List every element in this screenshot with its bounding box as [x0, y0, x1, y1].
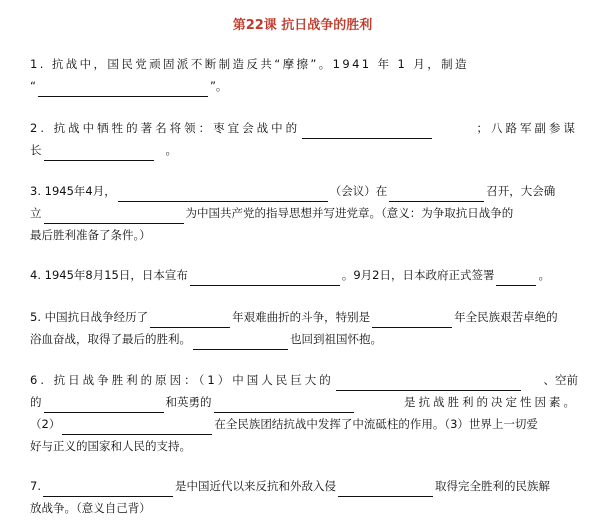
blank-3b[interactable] [389, 188, 484, 202]
question-4: 4. 1945年8月15日，日本宣布 。9月2日，日本政府正式签署 。 [30, 264, 578, 286]
blank-2b[interactable] [44, 147, 154, 161]
blank-4b[interactable] [496, 272, 536, 286]
question-7: 7. 是中国近代以来反抗和外敌入侵 取得完全胜利的民族解 放战争。（意义自己背） [30, 479, 550, 515]
blank-3c[interactable] [44, 210, 184, 224]
question-5: 5. 中国抗日战争经历了 年艰难曲折的斗争，特别是 年全民族艰苦卓绝的 浴血奋战，取得了最后的胜利。 也回到祖国怀抱。 [30, 306, 578, 350]
blank-5c[interactable] [193, 336, 288, 350]
blank-7b[interactable] [338, 483, 433, 497]
question-1: 1. 抗战中，国民党顽固派不断制造反共“摩擦”。1941 年 1 月，制造 “ ”。 [30, 53, 578, 97]
question-2: 2. 抗战中牺牲的著名将领：枣宜会战中的 ；八路军副参谋 长 。 [30, 117, 578, 161]
blank-2a[interactable] [302, 125, 432, 139]
blank-4a[interactable] [190, 272, 340, 286]
blank-6c[interactable] [214, 399, 354, 413]
question-3: 3. 1945年4月， （会议）在 召开，大会确 立 为中国共产党的指导思想并写进党章。（意义：为争取抗日战争的 最后胜利准备了条件。） [30, 184, 556, 242]
blank-6d[interactable] [62, 421, 212, 435]
blank-7a[interactable] [43, 483, 173, 497]
blank-5a[interactable] [150, 314, 230, 328]
question-6: 6. 抗日战争胜利的原因：（1）中国人民巨大的 、空前 的 和英勇的 是抗战胜利的决定性因素。 （2） 在全民族团结抗战中发挥了中流砥柱的作用。（3）世界上一切爱 好与正义的国家和人民的支持。 [30, 373, 578, 453]
blank-1[interactable] [38, 83, 208, 97]
blank-6a[interactable] [336, 377, 521, 391]
blank-3a[interactable] [118, 188, 328, 202]
page-title: 第22课 抗日战争的胜利 [232, 18, 373, 33]
blank-6b[interactable] [44, 399, 164, 413]
blank-5b[interactable] [372, 314, 452, 328]
q1-text: 1. 抗战中，国民党顽固派不断制造反共“摩擦”。1941 年 1 月，制造 [30, 57, 469, 71]
